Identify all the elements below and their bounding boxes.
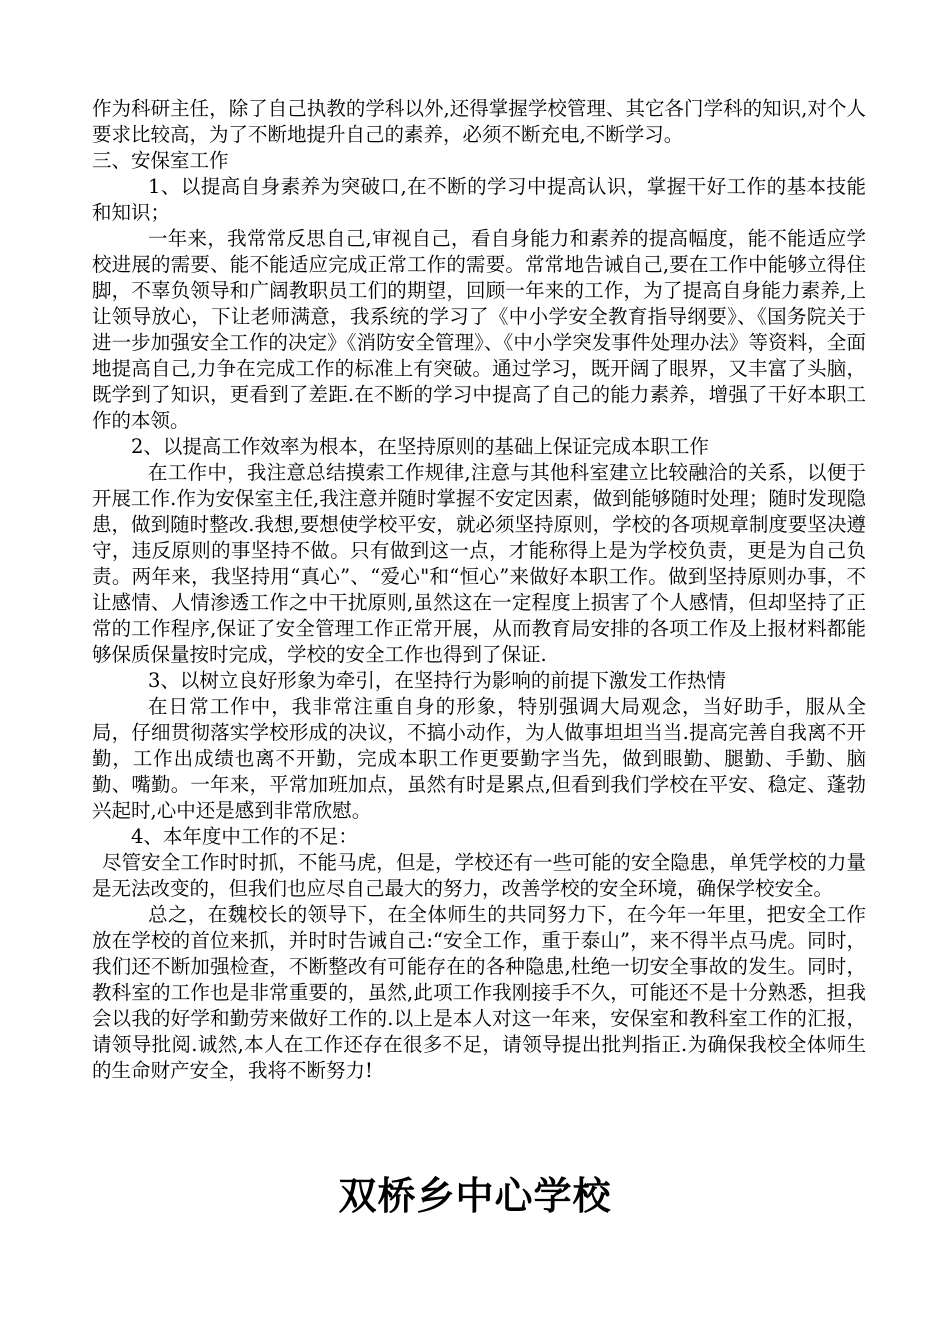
subheading-1: 1、以提高自身素养为突破口,在不断的学习中提高认识，掌握干好工作的基本技能和知识； xyxy=(92,175,866,224)
subheading-4: 4、本年度中工作的不足： xyxy=(131,825,358,848)
subheading-3: 3、以树立良好形象为牵引，在坚持行为影响的前提下激发工作热情 xyxy=(148,669,726,692)
paragraph-1: 一年来，我常常反思自己,审视自己，看自身能力和素养的提高幅度，能不能适应学校进展的需要、能不能适应完成正常工作的需要。常常地告诫自己,要在工作中能够立得住脚，不辜负领导和广阔教职员工们的期望，回顾一年来的工作，为了提高自身能力素养,上让领导放心，下让老师满意，我系统的学习了《中小学安全教育指导纲要》、《国务院关于进一步加强安全工作的决定》《消防安全管理》、《中小学突发事件处理办法》等资料，全面地提高自己,力争在完成工作的标准上有突破。通过学习，既开阔了眼界，又丰富了头脑，既学到了知识，更看到了差距.在不断的学习中提高了自己的能力素养，增强了干好本职工作的本领。 xyxy=(92,227,866,432)
section-heading: 三、安保室工作 xyxy=(92,149,229,172)
paragraph-intro: 作为科研主任，除了自己执教的学科以外,还得掌握学校管理、其它各门学科的知识,对个人要求比较高，为了不断地提升自己的素养，必须不断充电,不断学习。 xyxy=(92,97,866,146)
paragraph-3: 在日常工作中，我非常注重自身的形象，特别强调大局观念，当好助手，服从全局，仔细贯彻落实学校形成的决议，不搞小动作，为人做事坦坦当当.提高完善自我离不开勤，工作出成绩也离不开勤，完成本职工作更要勤字当先，做到眼勤、腿勤、手勤、脑勤、嘴勤。一年来，平常加班加点，虽然有时是累点,但看到我们学校在平安、稳定、蓬勃兴起时,心中还是感到非常欣慰。 xyxy=(92,695,866,822)
school-signature: 双桥乡中心学校 xyxy=(338,1174,612,1218)
subheading-2: 2、以提高工作效率为根本，在坚持原则的基础上保证完成本职工作 xyxy=(131,435,709,458)
document-body xyxy=(92,96,866,1084)
paragraph-conclusion: 总之，在魏校长的领导下，在全体师生的共同努力下，在今年一年里，把安全工作放在学校的首位来抓，并时时告诫自己:“安全工作，重于泰山”，来不得半点马虎。同时，我们还不断加强检查，不断整改有可能存在的各种隐患,杜绝一切安全事故的发生。同时，教科室的工作也是非常重要的，虽然,此项工作我刚接手不久，可能还不是十分熟悉，担我会以我的好学和勤劳来做好工作的.以上是本人对这一年来，安保室和教科室工作的汇报，请领导批阅.诚然,本人在工作还存在很多不足，请领导提出批判指正.为确保我校全体师生的生命财产安全，我将不断努力! xyxy=(92,903,866,1082)
paragraph-4: 尽管安全工作时时抓，不能马虎，但是，学校还有一些可能的安全隐患，单凭学校的力量是无法改变的，但我们也应尽自己最大的努力，改善学校的安全环境，确保学校安全。 xyxy=(92,851,866,900)
paragraph-2: 在工作中，我注意总结摸索工作规律,注意与其他科室建立比较融洽的关系，以便于开展工作.作为安保室主任,我注意并随时掌握不安定因素，做到能够随时处理；随时发现隐患，做到随时整改.我想,要想使学校平安，就必须坚持原则，学校的各项规章制度要坚决遵守，违反原则的事坚持不做。只有做到这一点，才能称得上是为学校负责，更是为自己负责。两年来，我坚持用“真心”、“爱心"和“恒心”来做好本职工作。做到坚持原则办事，不让感情、人情渗透工作之中干扰原则,虽然这在一定程度上损害了个人感情，但却坚持了正常的工作程序,保证了安全管理工作正常开展，从而教育局安排的各项工作及上报材料都能够保质保量按时完成，学校的安全工作也得到了保证. xyxy=(92,461,866,666)
